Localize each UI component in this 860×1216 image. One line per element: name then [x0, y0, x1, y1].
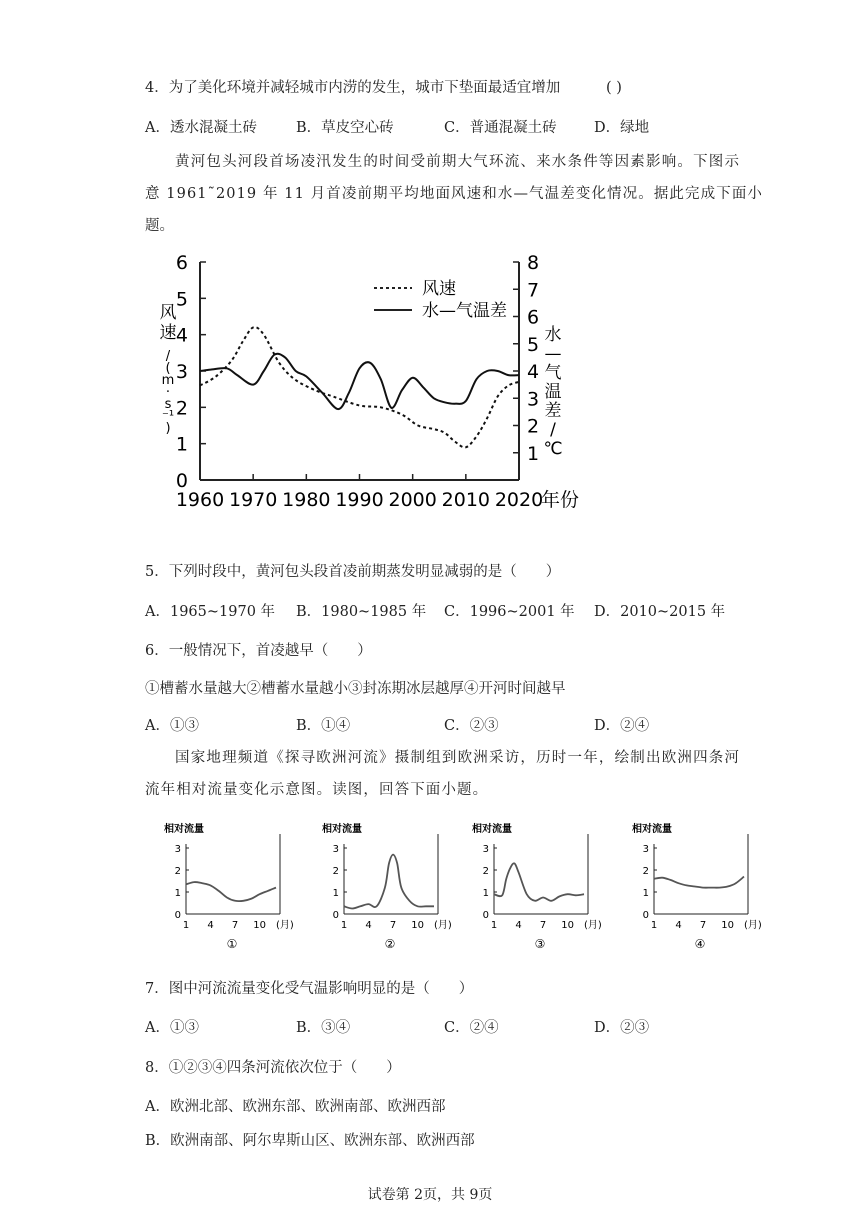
right-y-axis-label-char: —	[544, 344, 562, 364]
q5-stem: 5．下列时段中，黄河包头段首凌前期蒸发明显减弱的是（ ）	[145, 564, 561, 580]
legend-temp-diff: 水—气温差	[422, 301, 507, 321]
mini-y-tick-label: 3	[174, 844, 181, 855]
x-tick-label: 2000	[388, 489, 437, 511]
q6-option-a: A．①③	[145, 718, 199, 734]
right-y-axis-label-char: 差	[544, 401, 562, 421]
right-y-axis-label-char: 温	[544, 382, 562, 402]
x-tick-label: 1960	[175, 489, 225, 511]
mini-y-tick-label: 2	[482, 866, 489, 877]
right-y-tick-label: 6	[527, 306, 540, 329]
mini-x-tick-label: 1	[182, 920, 190, 931]
river-chart-3	[468, 818, 618, 963]
right-y-tick-label: 1	[527, 442, 540, 465]
left-y-tick-label: 2	[175, 397, 188, 420]
q6-stem: 6．一般情况下，首凌越早（ ）	[145, 643, 372, 659]
q6-option-c: C．②③	[444, 718, 499, 734]
mini-x-tick-label: 1	[490, 920, 498, 931]
mini-chart-number: ①	[226, 937, 238, 951]
left-y-axis-label-char: s	[164, 397, 172, 412]
q5-option-b: B．1980~1985 年	[296, 604, 427, 620]
q4-option-a: A．透水混凝土砖	[145, 120, 257, 136]
mini-y-tick-label: 0	[482, 910, 489, 921]
x-tick-label: 2020	[494, 489, 544, 511]
mini-x-tick-label: 10	[721, 920, 735, 931]
mini-y-tick-label: 1	[332, 888, 339, 899]
q5-option-a: A．1965~1970 年	[145, 604, 276, 620]
right-y-axis-label-char: ℃	[543, 439, 563, 459]
page-footer: 试卷第 2页，共 9页	[367, 1187, 493, 1203]
q7-stem: 7．图中河流流量变化受气温影响明显的是（ ）	[145, 981, 474, 997]
q6-option-d: D．②④	[594, 718, 650, 734]
mini-y-tick-label: 1	[642, 888, 649, 899]
q4-stem: 4．为了美化环境并减轻城市内涝的发生，城市下垫面最适宜增加	[145, 80, 561, 96]
q8-stem: 8．①②③④四条河流依次位于（ ）	[145, 1060, 401, 1076]
q4-option-d: D．绿地	[594, 120, 650, 136]
mini-x-tick-label: 7	[539, 920, 547, 931]
intro1-line2: 意 1961˜2019 年 11 月首凌前期平均地面风速和水—气温差变化情况。据此完成下面小	[145, 186, 764, 202]
mini-chart-number: ④	[694, 937, 706, 951]
intro2-line1: 国家地理频道《探寻欧洲河流》摄制组到欧洲采访，历时一年，绘制出欧洲四条河	[175, 750, 741, 766]
x-tick-label: 1970	[228, 489, 278, 511]
right-y-tick-label: 2	[527, 415, 540, 438]
mini-y-tick-label: 3	[482, 844, 489, 855]
mini-flow-line	[494, 863, 584, 901]
left-y-axis-label-char: 速	[159, 323, 177, 343]
left-y-tick-label: 1	[175, 433, 188, 456]
mini-y-tick-label: 2	[642, 866, 649, 877]
left-y-tick-label: 3	[175, 361, 188, 383]
right-y-tick-label: 7	[527, 279, 540, 302]
right-y-axis-label-char: 气	[544, 363, 562, 383]
legend-wind: 风速	[422, 279, 456, 299]
mini-y-tick-label: 3	[642, 844, 649, 855]
x-axis-label: 年份	[541, 489, 580, 511]
mini-y-tick-label: 2	[332, 866, 339, 877]
mini-x-tick-label: 7	[699, 920, 707, 931]
mini-y-axis-label: 相对流量	[164, 824, 204, 835]
mini-x-tick-label: 4	[207, 920, 214, 931]
left-y-axis-label-char: )	[165, 421, 171, 436]
left-y-axis-label-char: /	[165, 349, 171, 364]
left-y-axis-label-char: m	[161, 373, 175, 388]
right-y-tick-label: 3	[527, 388, 540, 411]
mini-y-axis-label: 相对流量	[632, 824, 672, 835]
q4-option-b: B．草皮空心砖	[296, 120, 394, 136]
right-y-tick-label: 5	[527, 333, 540, 356]
mini-y-tick-label: 1	[174, 888, 181, 899]
temp-diff-line	[200, 354, 519, 409]
mini-x-tick-label: 1	[340, 920, 348, 931]
right-y-tick-label: 4	[527, 361, 540, 383]
mini-flow-line	[186, 882, 276, 901]
mini-flow-line	[654, 877, 744, 888]
mini-y-tick-label: 0	[642, 910, 649, 921]
mini-x-tick-label: 4	[365, 920, 372, 931]
mini-y-tick-label: 0	[174, 910, 181, 921]
mini-flow-line	[344, 855, 434, 909]
q8-option-b: B．欧洲南部、阿尔卑斯山区、欧洲东部、欧洲西部	[145, 1133, 475, 1149]
right-y-tick-label: 8	[527, 252, 540, 274]
mini-x-tick-label: 7	[231, 920, 239, 931]
river-chart-1	[160, 818, 310, 963]
q7-option-a: A．①③	[145, 1020, 199, 1036]
q7-option-d: D．②③	[594, 1020, 650, 1036]
q7-option-c: C．②④	[444, 1020, 499, 1036]
q6-statements: ①槽蓄水量越大②槽蓄水量越小③封冻期冰层越厚④开河时间越早	[145, 681, 566, 697]
left-y-axis-label-char: ·	[165, 385, 171, 400]
q5-option-c: C．1996~2001 年	[444, 604, 575, 620]
mini-x-unit: (月)	[744, 920, 762, 931]
mini-y-tick-label: 1	[482, 888, 489, 899]
mini-x-tick-label: 4	[515, 920, 522, 931]
q4-option-c: C．普通混凝土砖	[444, 120, 557, 136]
x-tick-label: 1980	[282, 489, 331, 511]
x-tick-label: 2010	[441, 489, 491, 511]
mini-chart-number: ③	[534, 937, 546, 951]
wind-temperature-chart	[140, 248, 615, 518]
mini-x-tick-label: 1	[650, 920, 658, 931]
mini-y-tick-label: 0	[332, 910, 339, 921]
left-y-tick-label: 4	[175, 324, 188, 347]
left-y-axis-label-char: ⁻¹	[161, 409, 175, 424]
mini-x-unit: (月)	[584, 920, 602, 931]
river-chart-2	[318, 818, 468, 963]
mini-y-axis-label: 相对流量	[322, 824, 362, 835]
mini-y-axis-label: 相对流量	[472, 824, 512, 835]
left-y-axis-label-char: (	[165, 361, 171, 376]
q7-option-b: B．③④	[296, 1020, 351, 1036]
mini-x-tick-label: 7	[389, 920, 397, 931]
mini-x-tick-label: 10	[411, 920, 425, 931]
mini-x-tick-label: 10	[561, 920, 575, 931]
wind-speed-line	[200, 327, 519, 447]
left-y-tick-label: 6	[175, 252, 188, 274]
q4-answer-paren: ( )	[606, 80, 622, 96]
left-y-tick-label: 5	[175, 288, 188, 311]
intro2-line2: 流年相对流量变化示意图。读图，回答下面小题。	[145, 782, 489, 798]
mini-x-unit: (月)	[434, 920, 452, 931]
q6-option-b: B．①④	[296, 718, 351, 734]
right-y-axis-label-char: /	[550, 420, 556, 440]
mini-y-tick-label: 2	[174, 866, 181, 877]
mini-chart-number: ②	[384, 937, 396, 951]
mini-x-tick-label: 10	[253, 920, 267, 931]
intro1-line3: 题。	[145, 218, 174, 234]
mini-x-unit: (月)	[276, 920, 294, 931]
river-chart-4	[628, 818, 778, 963]
mini-y-tick-label: 3	[332, 844, 339, 855]
x-tick-label: 1990	[335, 489, 384, 511]
right-y-axis-label-char: 水	[544, 325, 562, 345]
left-y-axis-label-char: 风	[159, 303, 177, 323]
chart1-legend	[374, 279, 507, 321]
left-y-tick-label: 0	[175, 470, 188, 492]
q8-option-a: A．欧洲北部、欧洲东部、欧洲南部、欧洲西部	[145, 1099, 446, 1115]
intro1-line1: 黄河包头河段首场凌汛发生的时间受前期大气环流、来水条件等因素影响。下图示	[175, 154, 741, 170]
q5-option-d: D．2010~2015 年	[594, 604, 726, 620]
mini-x-tick-label: 4	[675, 920, 682, 931]
